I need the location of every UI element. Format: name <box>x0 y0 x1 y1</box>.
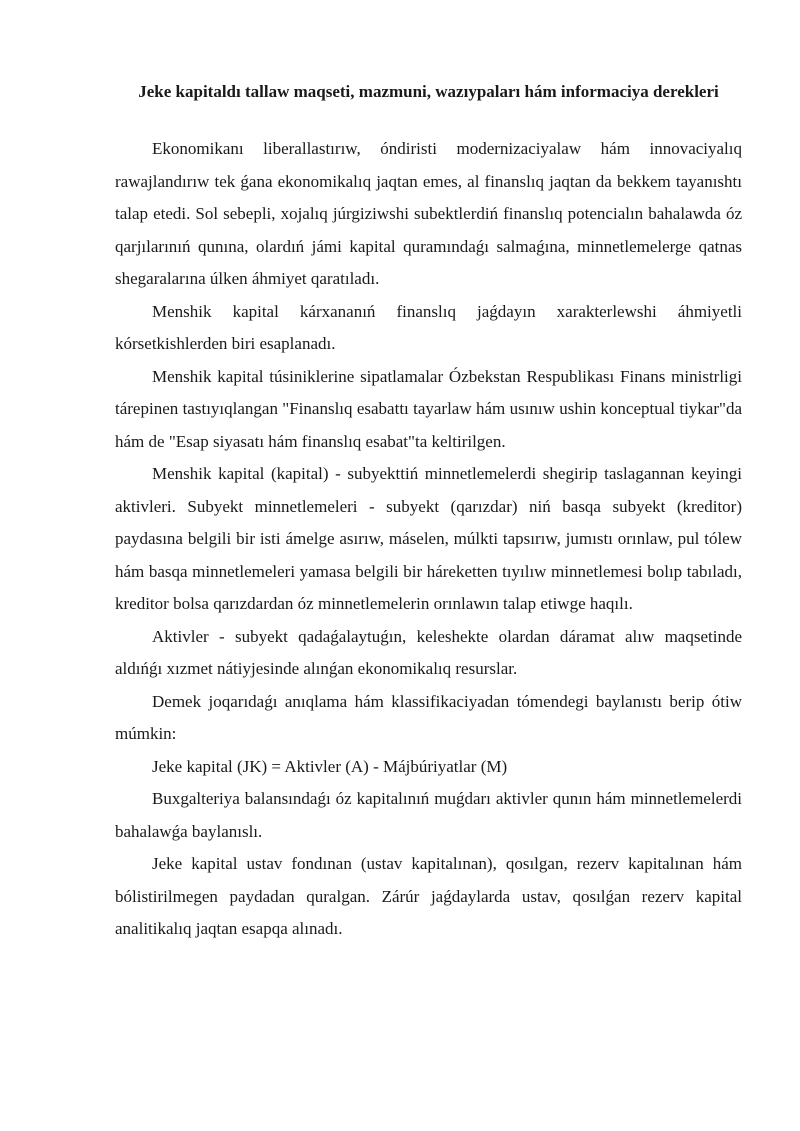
paragraph-composition: Jeke kapital ustav fondınan (ustav kapitalınan), qosılgan, rezerv kapitalınan hám bólistirilmegen paydadan quralgan. Zárúr jaǵdaylarda ustav, qosılǵan rezerv kapital analitikalıq jaqtan esapqa alınadı. <box>115 854 742 938</box>
paragraph-intro: Ekonomikanı liberallastırıw, óndiristi modernizaciyalaw hám innovaciyalıq rawajlandırıw tek ǵana ekonomikalıq jaqtan emes, al finanslıq jaqtan da bekkem tayanıshtı talap etedi. Sol sebepli, xojalıq júrgiziwshi subektlerdiń finanslıq potencialın bahalawda óz qarjılarınıń qunına, olardıń jámi kapital quramındaǵı salmaǵına, minnetlemelerge qatnas shegaralarına úlken áhmiyet qaratıladı. <box>115 139 742 288</box>
paragraph-assets: Aktivler - subyekt qadaǵalaytuǵın, keleshekte olardan dáramat alıw maqsetinde aldıńǵı xızmet nátiyjesinde alınǵan ekonomikalıq resurslar. <box>115 626 742 678</box>
paragraph-balance: Buxgalteriya balansındaǵı óz kapitalınıń muǵdarı aktivler qunın hám minnetlemelerdi bahalawǵa baylanıslı. <box>115 789 742 841</box>
paragraph-formula: Jeke kapital (JK) = Aktivler (A) - Májbúriyatlar (M) <box>152 756 508 776</box>
paragraph-relation: Demek joqarıdaǵı anıqlama hám klassifikaciyadan tómendegi baylanıstı berip ótiw múmkin: <box>115 691 742 743</box>
paragraph-own-capital-definitions: Menshik kapital túsiniklerine sipatlamalar Ózbekstan Respublikası Finans ministrligi tárepinen tastıyıqlangan "Finanslıq esabattı tayarlaw hám usınıw ushin konceptual tiykar"da hám de "Esap siyasatı hám finanslıq esabat"ta keltirilgen. <box>115 366 742 451</box>
document-page <box>115 76 742 946</box>
paragraph-own-capital-indicator: Menshik kapital kárxananıń finanslıq jaǵdayın xarakterlewshi áhmiyetli kórsetkishlerden biri esaplanadı. <box>115 301 742 353</box>
paragraph-own-capital-meaning: Menshik kapital (kapital) - subyekttiń minnetlemelerdi shegirip taslagannan keyingi aktivleri. Subyekt minnetlemeleri - subyekt (qarızdar) niń basqa subyekt (kreditor) paydasına belgili bir isti ámelge asırıw, máselen, múlkti tapsırıw, jumıstı orınlaw, pul tólew hám basqa minnetlemeleri yamasa belgili bir háreketten tıyılıw minnetlemesi bolıp tabıladı, kreditor bolsa qarızdardan óz minnetlemelerin orınlawın talap etiwge haqılı. <box>115 464 742 613</box>
document-title: Jeke kapitaldı tallaw maqseti, mazmuni, wazıypaları hám informaciya derekleri <box>138 82 719 101</box>
